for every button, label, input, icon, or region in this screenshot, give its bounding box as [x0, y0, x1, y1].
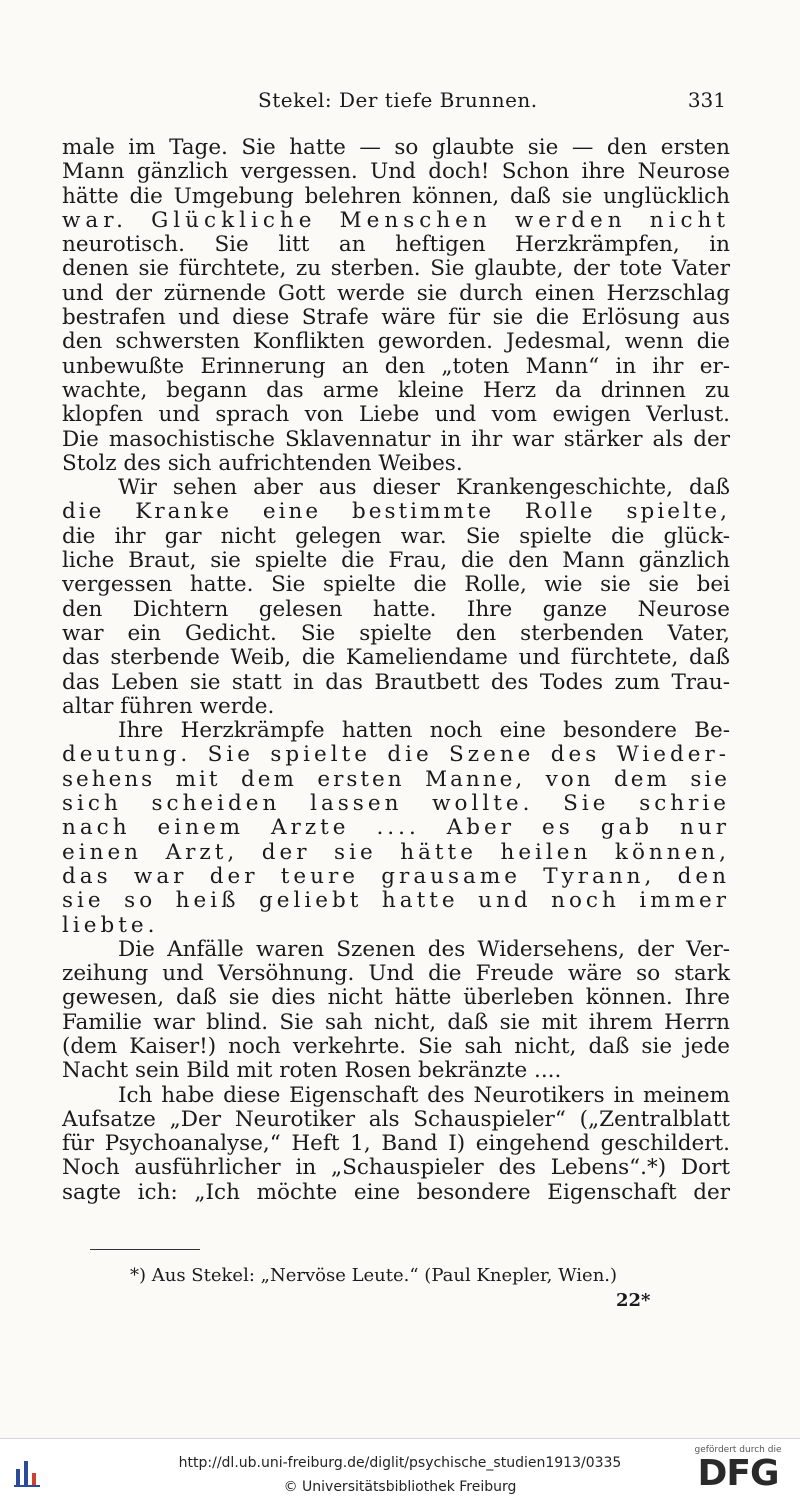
text-line: Stolz des sich aufrichtenden Weibes.: [62, 450, 463, 476]
funder-note: gefördert durch die: [694, 1445, 782, 1455]
text-line: und der zürnende Gott werde sie durch einen Herzschlag: [62, 280, 730, 306]
text-line: gewesen, daß sie dies nicht hätte überleben können. Ihre: [62, 985, 730, 1011]
text-line: Die Anfälle waren Szenen des Widersehens, der Ver-: [118, 936, 730, 962]
text-line: für Psychoanalyse,“ Heft 1, Band I) eingehend geschildert.: [62, 1131, 730, 1157]
page-url-link[interactable]: http://dl.ub.uni-freiburg.de/diglit/psychische_studien1913/0335: [178, 1455, 622, 1471]
text-line: denen sie fürchtete, zu sterben. Sie glaubte, der tote Vater: [62, 256, 730, 282]
text-line: war. Glückliche Menschen werden nicht: [62, 207, 730, 233]
viewer-footer: [0, 1438, 800, 1505]
funder-logo: DFG: [697, 1453, 779, 1494]
text-line: deutung. Sie spielte die Szene des Wieder-: [62, 742, 730, 768]
text-line: Nacht sein Bild mit roten Rosen bekränzte ....: [62, 1058, 562, 1084]
text-line: liche Braut, sie spielte die Frau, die den Mann gänzlich: [62, 548, 730, 574]
text-line: vergessen hatte. Sie spielte die Rolle, wie sie sie bei: [62, 572, 730, 598]
text-line: das war der teure grausame Tyrann, den: [62, 863, 730, 889]
page-number: 331: [687, 88, 726, 112]
text-line: die Kranke eine bestimmte Rolle spielte,: [62, 499, 730, 525]
copyright-notice: © Universitätsbibliothek Freiburg: [283, 1479, 517, 1495]
text-line: Die masochistische Sklavennatur in ihr war stärker als der: [62, 426, 730, 452]
funder-block: [686, 1445, 790, 1493]
body-text: [62, 136, 730, 1205]
text-line: klopfen und sprach von Liebe und vom ewigen Verlust.: [62, 402, 730, 428]
text-line: das sterbende Weib, die Kameliendame und fürchtete, daß: [62, 645, 730, 671]
text-line: sagte ich: „Ich möchte eine besondere Eigenschaft der: [62, 1179, 730, 1205]
text-line: Ihre Herzkrämpfe hatten noch eine besondere Be-: [118, 718, 730, 744]
footnote-rule: [90, 1249, 200, 1250]
text-line: nach einem Arzte .... Aber es gab nur: [62, 815, 730, 841]
text-line: (dem Kaiser!) noch verkehrte. Sie sah nicht, daß sie jede: [62, 1033, 730, 1059]
text-line: war ein Gedicht. Sie spielte den sterbenden Vater,: [62, 620, 730, 646]
text-line: Ich habe diese Eigenschaft des Neurotikers in meinem: [118, 1082, 730, 1108]
text-line: wachte, begann das arme kleine Herz da drinnen zu: [62, 377, 730, 403]
text-line: sehens mit dem ersten Manne, von dem sie: [62, 766, 730, 792]
text-line: die ihr gar nicht gelegen war. Sie spielte die glück-: [62, 523, 730, 549]
text-line: neurotisch. Sie litt an heftigen Herzkrämpfen, in: [62, 232, 730, 258]
running-head: [60, 88, 726, 118]
running-title: Stekel: Der tiefe Brunnen.: [258, 88, 538, 112]
text-line: liebte.: [62, 912, 159, 938]
text-line: das Leben sie statt in das Brautbett des Todes zum Trau-: [62, 669, 730, 695]
footnote: *) Aus Stekel: „Nervöse Leute.“ (Paul Knepler, Wien.): [130, 1265, 618, 1286]
text-line: hätte die Umgebung belehren können, daß sie unglücklich: [62, 183, 730, 209]
text-line: Familie war blind. Sie sah nicht, daß sie mit ihrem Herrn: [62, 1009, 730, 1035]
text-line: unbewußte Erinnerung an den „toten Mann“ in ihr er-: [62, 353, 730, 379]
text-line: Wir sehen aber aus dieser Krankengeschichte, daß: [118, 475, 730, 501]
text-line: Aufsatze „Der Neurotiker als Schauspieler“ („Zentralblatt: [62, 1106, 730, 1132]
text-line: bestrafen und diese Strafe wäre für sie die Erlösung aus: [62, 305, 730, 331]
text-line: Noch ausführlicher in „Schauspieler des Lebens“.*) Dort: [62, 1155, 730, 1181]
text-line: den schwersten Konflikten geworden. Jedesmal, wenn die: [62, 329, 730, 355]
text-line: den Dichtern gelesen hatte. Ihre ganze Neurose: [62, 596, 730, 622]
text-line: male im Tage. Sie hatte — so glaubte sie — den ersten: [62, 135, 730, 160]
text-line: altar führen werde.: [62, 693, 275, 719]
text-line: einen Arzt, der sie hätte heilen können,: [62, 839, 730, 865]
text-line: sich scheiden lassen wollte. Sie schrie: [62, 791, 730, 817]
text-line: zeihung und Versöhnung. Und die Freude wäre so stark: [62, 961, 730, 987]
text-line: Mann gänzlich vergessen. Und doch! Schon ihre Neurose: [62, 159, 730, 185]
text-line: sie so heiß geliebt hatte und noch immer: [62, 888, 730, 914]
signature-mark: 22*: [616, 1290, 651, 1311]
